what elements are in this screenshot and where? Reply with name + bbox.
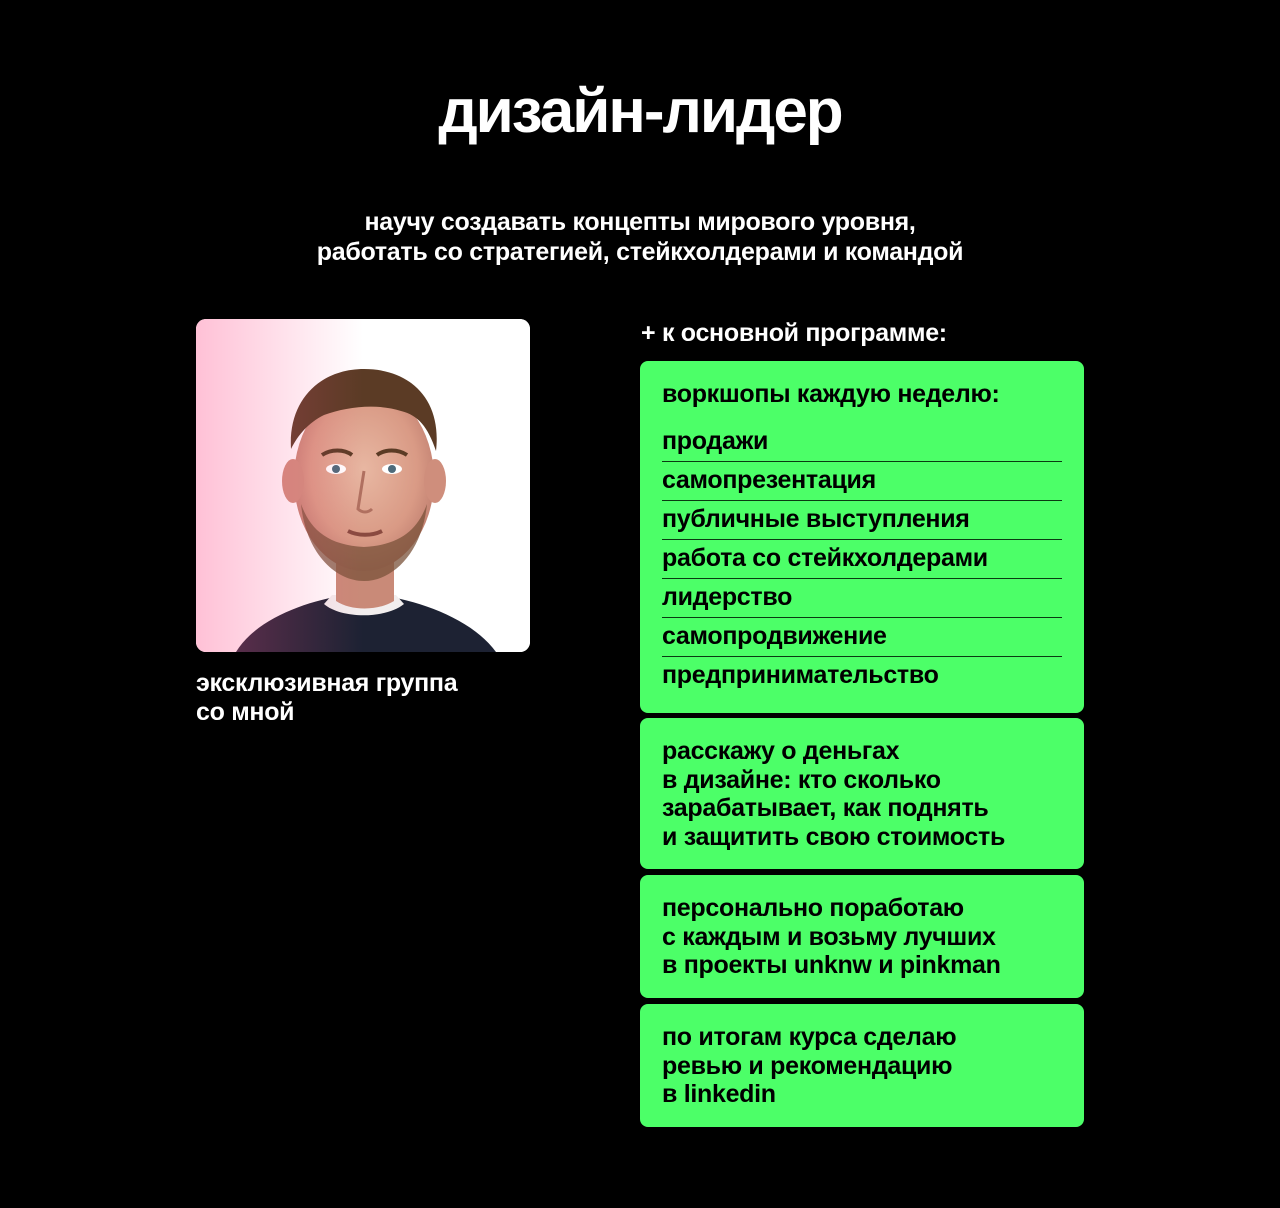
subtitle xyxy=(0,207,1280,267)
card-line: и защитить свою стоимость xyxy=(662,822,1006,851)
workshop-item: лидерство xyxy=(662,579,1062,618)
card-line: в дизайне: кто сколько xyxy=(662,765,941,794)
photo-caption xyxy=(196,669,536,727)
card-text xyxy=(662,737,1062,851)
card-line: зарабатывает, как поднять xyxy=(662,794,989,822)
subtitle-line: работать со стратегией, стейкхолдерами и командой xyxy=(316,238,964,266)
workshop-item: работа со стейкхолдерами xyxy=(662,540,1062,579)
workshops-title: воркшопы каждую неделю: xyxy=(662,380,1000,408)
workshop-item: самопрезентация xyxy=(662,462,1062,501)
money-card xyxy=(640,718,1084,869)
program-heading: + к основной программе: xyxy=(641,319,947,347)
caption-line: со мной xyxy=(196,698,295,726)
workshop-list xyxy=(662,423,1062,695)
workshop-item: самопродвижение xyxy=(662,618,1062,657)
author-photo xyxy=(196,319,530,652)
workshop-item: предпринимательство xyxy=(662,661,939,689)
personal-work-card xyxy=(640,875,1084,998)
card-text xyxy=(662,1023,1062,1109)
portrait-image xyxy=(196,319,530,652)
workshops-card xyxy=(640,361,1084,713)
card-line: в linkedin xyxy=(662,1080,776,1108)
caption-line: эксклюзивная группа xyxy=(196,669,458,697)
card-line: персонально поработаю xyxy=(662,894,964,922)
card-line: с каждым и возьму лучших xyxy=(662,922,996,951)
card-line: по итогам курса сделаю xyxy=(662,1023,957,1051)
card-line: ревью и рекомендацию xyxy=(662,1051,953,1080)
card-line: в проекты unknw и pinkman xyxy=(662,951,1001,979)
page-title: дизайн-лидер xyxy=(438,77,842,146)
card-line: расскажу о деньгах xyxy=(662,737,900,765)
card-text xyxy=(662,894,1062,980)
subtitle-line: научу создавать концепты мирового уровня, xyxy=(364,208,916,236)
workshop-item: публичные выступления xyxy=(662,501,1062,540)
review-card xyxy=(640,1004,1084,1127)
workshop-item: продажи xyxy=(662,423,1062,462)
